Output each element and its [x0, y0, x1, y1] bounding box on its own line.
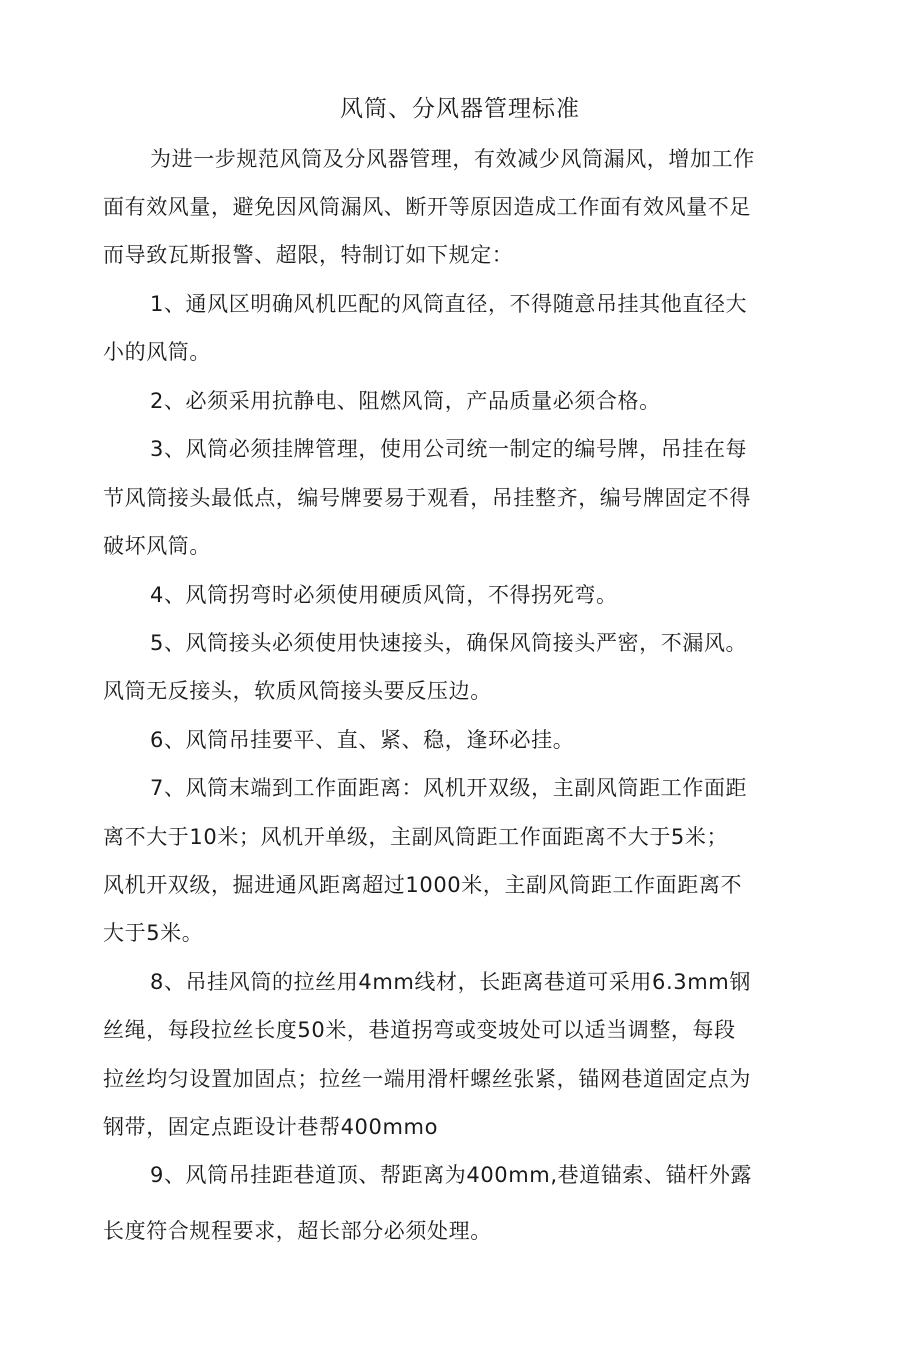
text-line: 拉丝均匀设置加固点；拉丝一端用滑杆螺丝张紧，锚网巷道固定点为 — [103, 1067, 751, 1091]
text-line: 而导致瓦斯报警、超限，特制订如下规定： — [103, 243, 514, 267]
text-line: 风筒无反接头，软质风筒接头要反压边。 — [103, 679, 492, 703]
text-line: 节风筒接头最低点，编号牌要易于观看，吊挂整齐，编号牌固定不得 — [103, 486, 751, 510]
text-line: 大于5米。 — [103, 921, 204, 945]
text-line: 5、风筒接头必须使用快速接头，确保风筒接头严密，不漏风。 — [150, 631, 748, 655]
text-line: 小的风筒。 — [103, 340, 211, 364]
text-line: 7、风筒末端到工作面距离：风机开双级，主副风筒距工作面距 — [150, 776, 748, 800]
text-line: 8、吊挂风筒的拉丝用4mm线材，长距离巷道可采用6.3mm钢 — [150, 970, 751, 994]
text-line: 1、通风区明确风机匹配的风筒直径，不得随意吊挂其他直径大 — [150, 292, 748, 316]
text-line: 9、风筒吊挂距巷道顶、帮距离为400mm,巷道锚索、锚杆外露 — [150, 1163, 753, 1187]
text-line: 4、风筒拐弯时必须使用硬质风筒，不得拐死弯。 — [150, 583, 618, 607]
text-line: 离不大于10米；风机开单级，主副风筒距工作面距离不大于5米； — [103, 825, 729, 849]
text-line: 长度符合规程要求，超长部分必须处理。 — [103, 1219, 492, 1243]
text-line: 3、风筒必须挂牌管理，使用公司统一制定的编号牌，吊挂在每 — [150, 437, 748, 461]
text-line: 破坏风筒。 — [103, 534, 211, 558]
text-line: 丝绳，每段拉丝长度50米，巷道拐弯或变坡处可以适当调整，每段 — [103, 1018, 736, 1042]
text-line: 钢带，固定点距设计巷帮400mmo — [103, 1115, 439, 1139]
text-line: 6、风筒吊挂要平、直、紧、稳，逢环必挂。 — [150, 728, 575, 752]
text-line: 面有效风量，避免因风筒漏风、断开等原因造成工作面有效风量不足 — [103, 195, 751, 219]
text-line: 为进一步规范风筒及分风器管理，有效减少风筒漏风，增加工作 — [150, 147, 755, 171]
document-title: 风筒、分风器管理标准 — [340, 96, 580, 122]
text-line: 风机开双级，掘进通风距离超过1000米，主副风筒距工作面距离不 — [103, 873, 743, 897]
text-line: 2、必须采用抗静电、阻燃风筒，产品质量必须合格。 — [150, 389, 661, 413]
